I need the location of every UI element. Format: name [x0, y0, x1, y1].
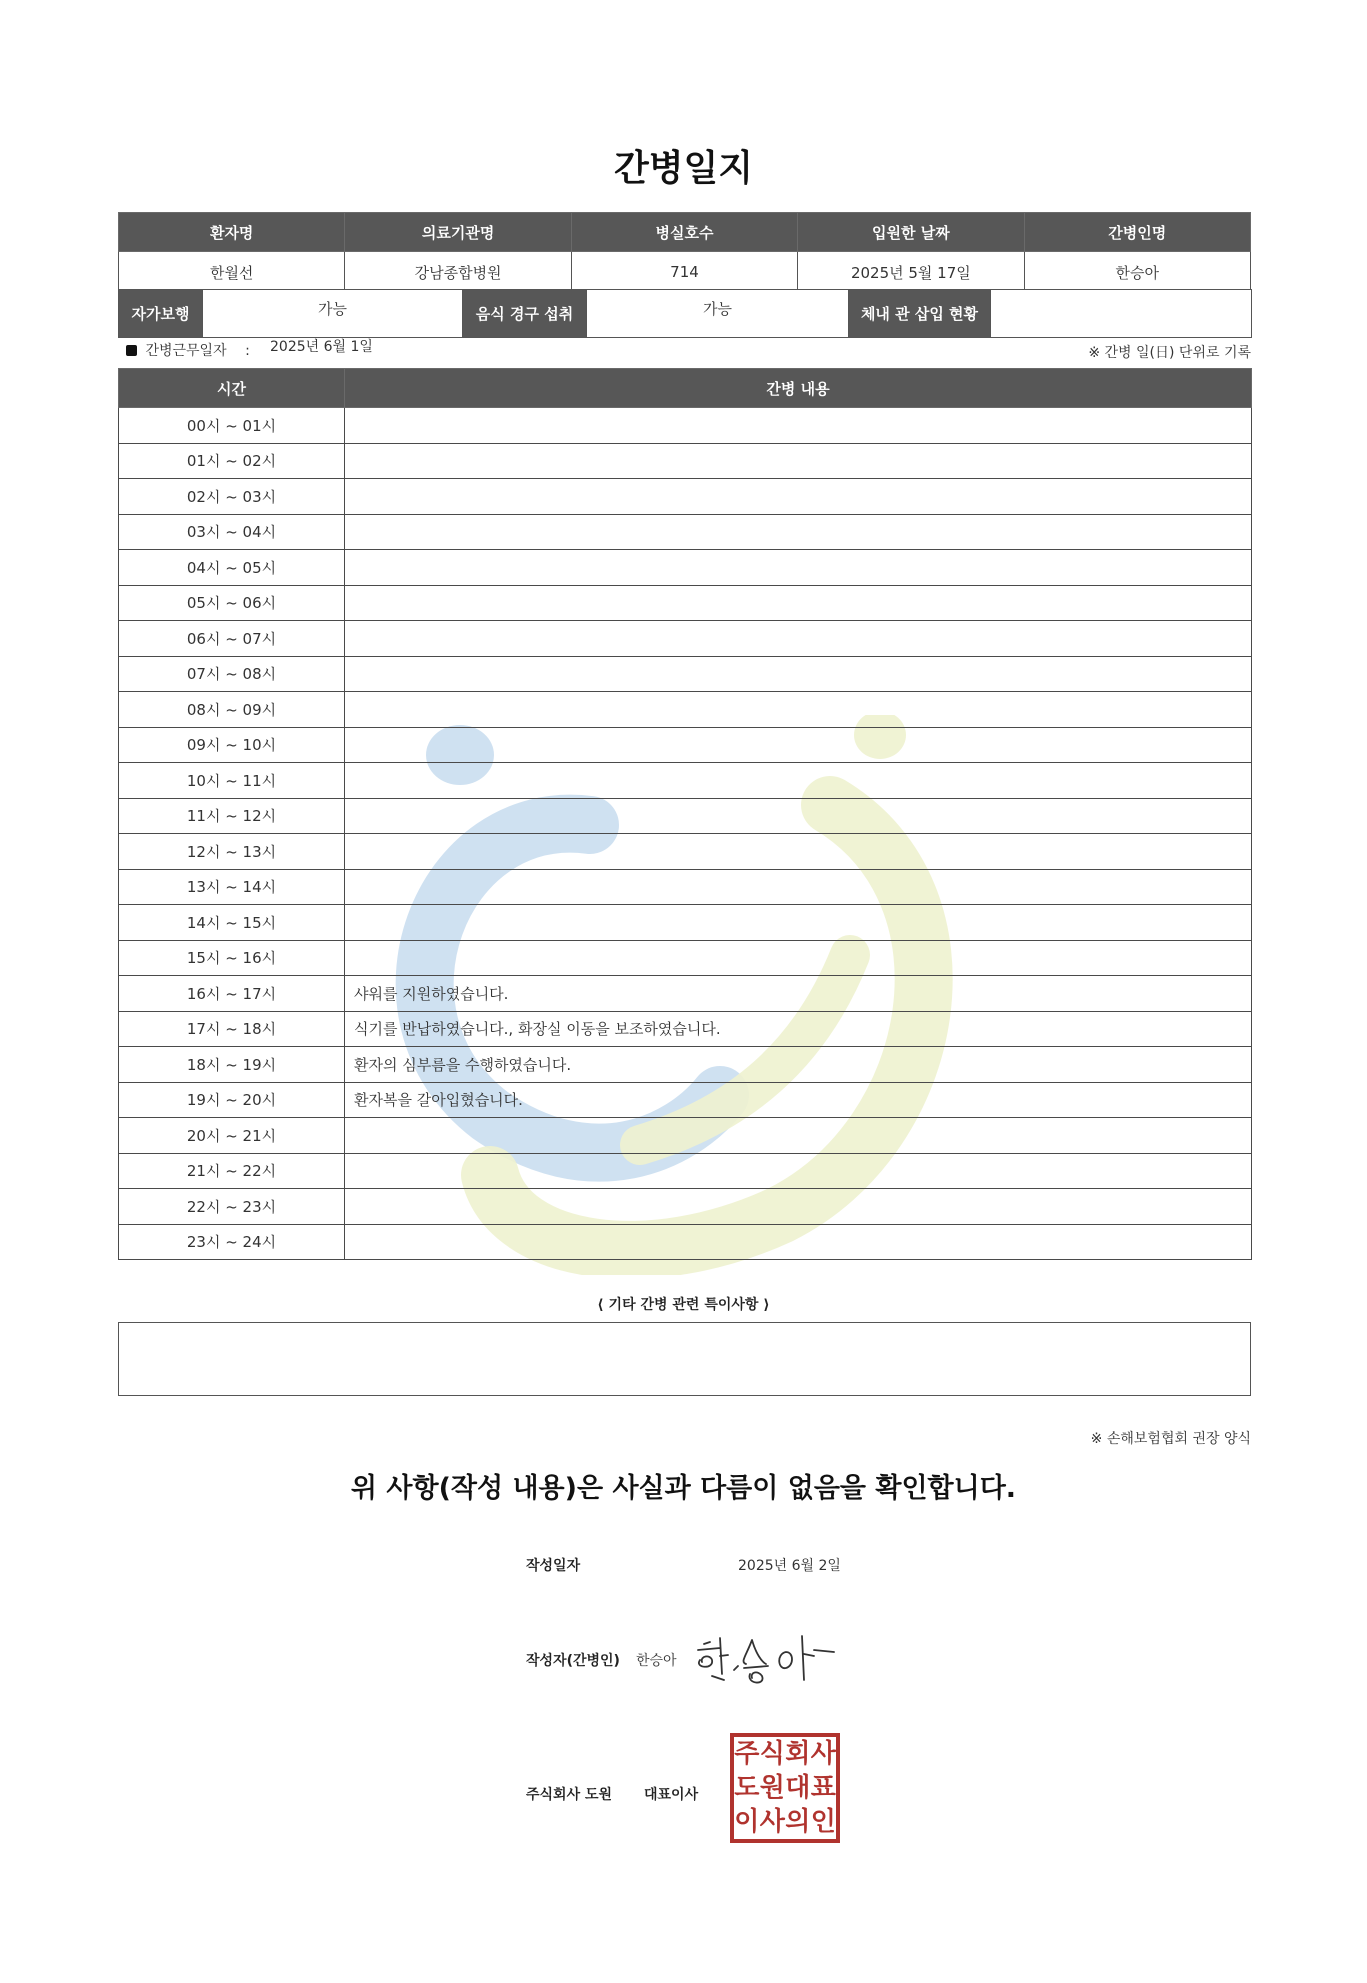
log-time: 09시 ~ 10시 [119, 727, 345, 763]
log-time: 13시 ~ 14시 [119, 869, 345, 905]
log-row [119, 1011, 1252, 1047]
log-content [345, 408, 1252, 444]
log-content [345, 1153, 1252, 1189]
log-time: 19시 ~ 20시 [119, 1082, 345, 1118]
log-content [345, 479, 1252, 515]
caregiver-name: 한승아 [1024, 252, 1250, 293]
company-name: 주식회사 도원 [526, 1787, 613, 1803]
log-time: 06시 ~ 07시 [119, 621, 345, 657]
written-date-value: 2025년 6월 2일 [738, 1558, 841, 1574]
daily-record-note: ※ 간병 일(日) 단위로 기록 [1088, 345, 1251, 361]
tube-label: 체내 관 삽입 현황 [849, 290, 991, 338]
header-room-number: 병실호수 [571, 213, 797, 252]
patient-info-table [118, 212, 1251, 293]
work-date-separator: : [245, 343, 250, 359]
log-time: 10시 ~ 11시 [119, 763, 345, 799]
log-row [119, 479, 1252, 515]
log-row [119, 692, 1252, 728]
log-content [345, 940, 1252, 976]
walk-label: 자가보행 [119, 290, 203, 338]
log-time: 21시 ~ 22시 [119, 1153, 345, 1189]
log-row [119, 727, 1252, 763]
header-caregiver-name: 간병인명 [1024, 213, 1250, 252]
special-notes-box [118, 1322, 1251, 1396]
log-time: 17시 ~ 18시 [119, 1011, 345, 1047]
log-content [345, 443, 1252, 479]
log-row [119, 621, 1252, 657]
log-time: 18시 ~ 19시 [119, 1047, 345, 1083]
log-content [345, 585, 1252, 621]
tube-value [991, 290, 1252, 338]
work-date-label: 간병근무일자 [145, 343, 227, 359]
log-row [119, 940, 1252, 976]
log-time: 08시 ~ 09시 [119, 692, 345, 728]
log-time: 04시 ~ 05시 [119, 550, 345, 586]
log-time: 20시 ~ 21시 [119, 1118, 345, 1154]
log-content [345, 727, 1252, 763]
log-content: 식기를 반납하였습니다., 화장실 이동을 보조하였습니다. [345, 1011, 1252, 1047]
log-time: 22시 ~ 23시 [119, 1189, 345, 1225]
food-label: 음식 경구 섭취 [463, 290, 587, 338]
log-content [345, 798, 1252, 834]
log-content [345, 656, 1252, 692]
log-content [345, 514, 1252, 550]
log-row [119, 656, 1252, 692]
log-time: 14시 ~ 15시 [119, 905, 345, 941]
header-care-content: 간병 내용 [345, 369, 1252, 408]
header-hospital-name: 의료기관명 [345, 213, 571, 252]
log-time: 15시 ~ 16시 [119, 940, 345, 976]
admission-date: 2025년 5월 17일 [798, 252, 1024, 293]
log-content [345, 1224, 1252, 1260]
log-content: 환자의 심부름을 수행하였습니다. [345, 1047, 1252, 1083]
log-time: 03시 ~ 04시 [119, 514, 345, 550]
signature [690, 1630, 840, 1690]
patient-name: 한월선 [119, 252, 345, 293]
writer-name: 한승아 [636, 1653, 677, 1669]
log-content: 환자복을 갈아입혔습니다. [345, 1082, 1252, 1118]
log-row [119, 1082, 1252, 1118]
log-row [119, 443, 1252, 479]
log-time: 11시 ~ 12시 [119, 798, 345, 834]
log-time: 01시 ~ 02시 [119, 443, 345, 479]
log-content [345, 1189, 1252, 1225]
log-row [119, 408, 1252, 444]
care-log-table [118, 368, 1252, 1260]
log-row [119, 1047, 1252, 1083]
work-date-value: 2025년 6월 1일 [270, 339, 373, 355]
header-patient-name: 환자명 [119, 213, 345, 252]
company-seal: 주 식 회 사 도 원 대 표 이 사 의 인 [730, 1733, 840, 1843]
log-row [119, 550, 1252, 586]
log-time: 05시 ~ 06시 [119, 585, 345, 621]
log-row [119, 1118, 1252, 1154]
log-row [119, 514, 1252, 550]
special-notes-title: ⟨ 기타 간병 관련 특이사항 ⟩ [597, 1297, 770, 1313]
log-row [119, 834, 1252, 870]
log-time: 23시 ~ 24시 [119, 1224, 345, 1260]
log-content [345, 834, 1252, 870]
log-content [345, 692, 1252, 728]
patient-status-table [118, 289, 1252, 338]
room-number: 714 [571, 252, 797, 293]
log-row [119, 869, 1252, 905]
log-time: 02시 ~ 03시 [119, 479, 345, 515]
square-bullet-icon [126, 345, 137, 356]
log-row [119, 798, 1252, 834]
log-row [119, 1153, 1252, 1189]
written-date-label: 작성일자 [526, 1558, 581, 1574]
log-time: 00시 ~ 01시 [119, 408, 345, 444]
food-value: 가능 [587, 290, 849, 338]
header-admission-date: 입원한 날짜 [798, 213, 1024, 252]
log-content [345, 905, 1252, 941]
confirmation-statement: 위 사항(작성 내용)은 사실과 다름이 없음을 확인합니다. [350, 1473, 1017, 1504]
log-row [119, 905, 1252, 941]
log-time: 12시 ~ 13시 [119, 834, 345, 870]
walk-value: 가능 [203, 290, 463, 338]
work-date-row [126, 340, 250, 360]
log-time: 16시 ~ 17시 [119, 976, 345, 1012]
log-content [345, 550, 1252, 586]
log-row [119, 1224, 1252, 1260]
log-row [119, 1189, 1252, 1225]
document-title: 간병일지 [613, 148, 754, 189]
log-content [345, 763, 1252, 799]
log-content [345, 869, 1252, 905]
recommend-note: ※ 손해보험협회 권장 양식 [1090, 1431, 1251, 1447]
log-content: 샤워를 지원하였습니다. [345, 976, 1252, 1012]
log-content [345, 621, 1252, 657]
hospital-name: 강남종합병원 [345, 252, 571, 293]
log-content [345, 1118, 1252, 1154]
ceo-label: 대표이사 [644, 1787, 699, 1803]
header-time: 시간 [119, 369, 345, 408]
log-time: 07시 ~ 08시 [119, 656, 345, 692]
writer-label: 작성자(간병인) [526, 1653, 620, 1669]
log-row [119, 763, 1252, 799]
log-row [119, 585, 1252, 621]
log-row [119, 976, 1252, 1012]
